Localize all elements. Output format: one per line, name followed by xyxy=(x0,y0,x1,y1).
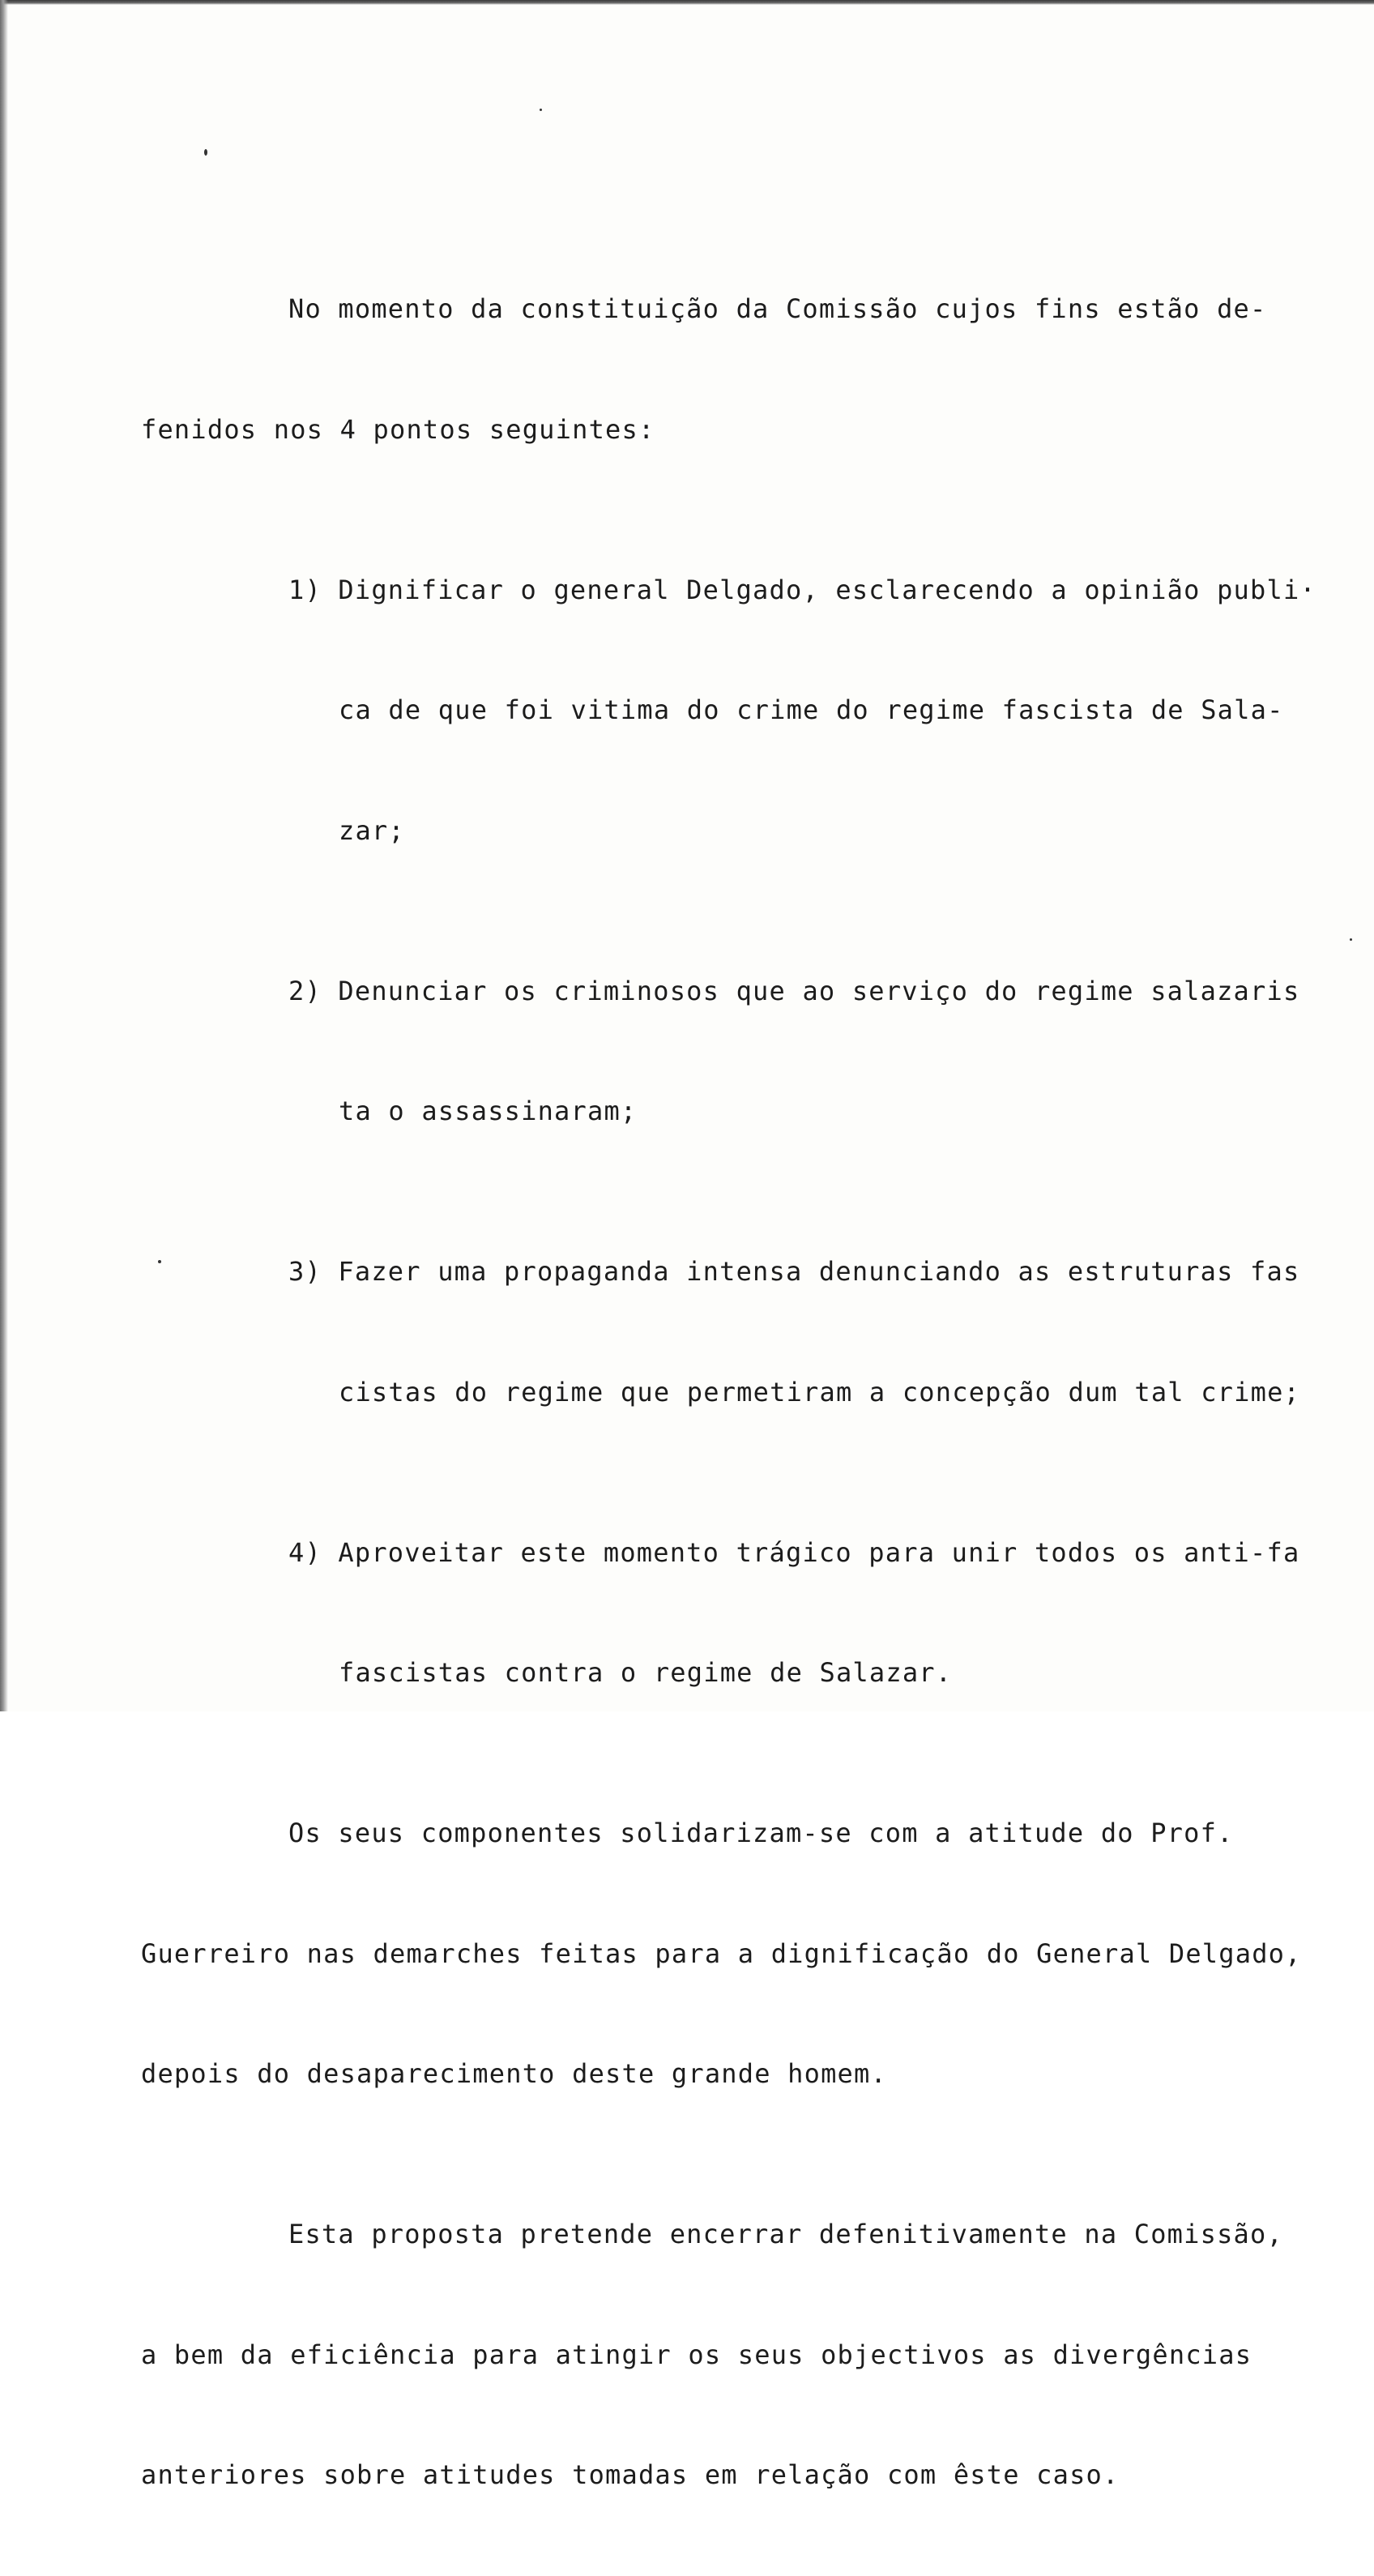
page-top-edge xyxy=(0,0,1374,5)
paper-speck xyxy=(1350,938,1352,941)
paragraph-2-line: depois do desaparecimento deste grande homem. xyxy=(141,2058,887,2089)
list-item-1-continuation: zar; xyxy=(339,814,405,846)
list-number: 2) xyxy=(288,975,322,1006)
list-item-2 xyxy=(141,972,1308,1012)
list-item-text: Fazer uma propaganda intensa denunciando as estruturas fas xyxy=(338,1256,1300,1287)
document-body xyxy=(141,209,1316,2576)
list-item-text: Dignificar o general Delgado, esclarecendo a opinião publi· xyxy=(338,574,1316,605)
list-item-3-continuation: cistas do regime que permetiram a concepção dum tal crime; xyxy=(339,1376,1301,1408)
list-item-3 xyxy=(141,1252,1308,1292)
list-item-text: Aproveitar este momento trágico para unir todos os anti-fa xyxy=(338,1536,1300,1568)
list-item-1-continuation: ca de que foi vitima do crime do regime fascista de Sala- xyxy=(339,694,1284,725)
page-left-edge xyxy=(0,0,8,1711)
list-number: 3) xyxy=(288,1256,322,1287)
list-number: 1) xyxy=(288,574,322,605)
paragraph-2-line: Guerreiro nas demarches feitas para a dignificação do General Delgado, xyxy=(141,1937,1302,1969)
paragraph-2-line: Os seus componentes solidarizam-se com a atitude do Prof. xyxy=(288,1818,1234,1848)
paper-speck xyxy=(540,109,542,111)
list-item-text: Denunciar os criminosos que ao serviço do regime salazaris xyxy=(338,975,1300,1006)
paper-speck xyxy=(204,149,207,156)
paragraph-1-line: No momento da constituição da Comissão cujos fins estão de- xyxy=(288,293,1267,324)
paragraph-3-line: Esta proposta pretende encerrar defenitivamente na Comissão, xyxy=(288,2219,1283,2249)
list-item-2-continuation: ta o assassinaram; xyxy=(339,1096,638,1126)
paragraph-1-line: fenidos nos 4 pontos seguintes: xyxy=(141,413,655,445)
list-item-4-continuation: fascistas contra o regime de Salazar. xyxy=(339,1657,953,1688)
list-number: 4) xyxy=(288,1536,322,1568)
paragraph-3-line: anteriores sobre atitudes tomadas em relação com êste caso. xyxy=(141,2459,1120,2490)
paragraph-3-line: a bem da eficiência para atingir os seus objectivos as divergências xyxy=(141,2339,1252,2370)
list-item-1 xyxy=(141,570,1316,611)
list-item-4 xyxy=(141,1533,1308,1574)
